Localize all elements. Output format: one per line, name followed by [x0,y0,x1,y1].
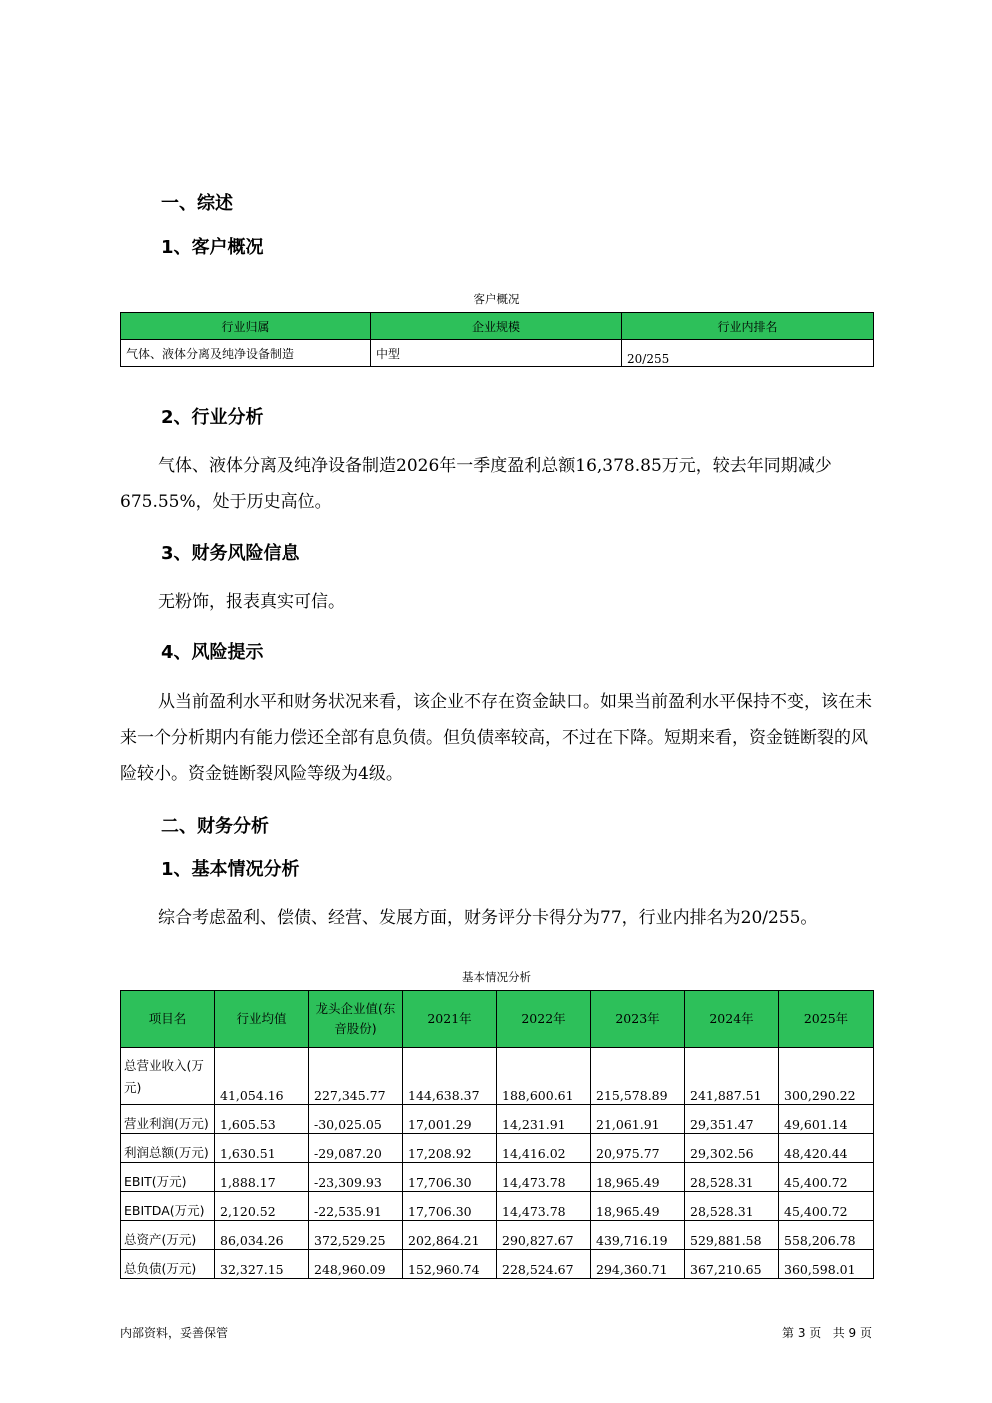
value-cell: 290,827.67 [497,1221,591,1250]
value-cell: 300,290.22 [779,1048,874,1105]
value-cell: 28,528.31 [685,1192,779,1221]
column-header: 行业归属 [121,313,371,340]
value-cell: 144,638.37 [403,1048,497,1105]
industry-analysis-paragraph: 气体、液体分离及纯净设备制造2026年一季度盈利总额16,378.85万元，较去年同期减少675.55%，处于历史高位。 [120,456,832,512]
subheading-financial-risk-info: 3、财务风险信息 [161,543,300,564]
value-cell: 1,888.17 [215,1163,309,1192]
value-cell: 241,887.51 [685,1048,779,1105]
row-label-cell: 总营业收入(万元) [121,1048,215,1105]
value-cell: 17,001.29 [403,1105,497,1134]
value-cell: 558,206.78 [779,1221,874,1250]
column-header: 2022年 [497,991,591,1048]
column-header: 2023年 [591,991,685,1048]
value-cell: 28,528.31 [685,1163,779,1192]
subheading-basic-analysis: 1、基本情况分析 [161,859,300,880]
value-cell: -23,309.93 [309,1163,403,1192]
value-cell: 14,473.78 [497,1163,591,1192]
value-cell: 188,600.61 [497,1048,591,1105]
subheading-customer-overview: 1、客户概况 [161,237,264,258]
value-cell: 18,965.49 [591,1192,685,1221]
value-cell: 248,960.09 [309,1250,403,1279]
column-header: 项目名 [121,991,215,1048]
value-cell: 1,605.53 [215,1105,309,1134]
value-cell: 202,864.21 [403,1221,497,1250]
customer-overview-table [120,312,874,367]
financial-risk-paragraph: 无粉饰，报表真实可信。 [158,592,345,612]
value-cell: 360,598.01 [779,1250,874,1279]
value-cell: 227,345.77 [309,1048,403,1105]
value-cell: 2,120.52 [215,1192,309,1221]
basic-table-caption: 基本情况分析 [462,970,531,984]
value-cell: 14,473.78 [497,1192,591,1221]
company-size-cell: 中型 [371,340,622,367]
value-cell: 48,420.44 [779,1134,874,1163]
value-cell: 14,416.02 [497,1134,591,1163]
value-cell: 21,061.91 [591,1105,685,1134]
row-label-cell: EBITDA(万元) [121,1192,215,1221]
table-row [121,1192,874,1221]
value-cell: 439,716.19 [591,1221,685,1250]
value-cell: 372,529.25 [309,1221,403,1250]
section-heading-overview: 一、综述 [161,193,233,214]
risk-warning-paragraph: 从当前盈利水平和财务状况来看，该企业不存在资金缺口。如果当前盈利水平保持不变，该在未来一个分析期内有能力偿还全部有息负债。但负债率较高，不过在下降。短期来看，资金链断裂的风险较小。资金链断裂风险等级为4级。 [120,692,872,784]
value-cell: 20,975.77 [591,1134,685,1163]
value-cell: 17,706.30 [403,1192,497,1221]
industry-rank-cell: 20/255 [622,340,874,367]
row-label-cell: 营业利润(万元) [121,1105,215,1134]
value-cell: 17,208.92 [403,1134,497,1163]
subheading-risk-warning: 4、风险提示 [161,642,264,663]
value-cell: 14,231.91 [497,1105,591,1134]
value-cell: 228,524.67 [497,1250,591,1279]
value-cell: 29,302.56 [685,1134,779,1163]
row-label-cell: 利润总额(万元) [121,1134,215,1163]
table-row [121,1134,874,1163]
table-row [121,1105,874,1134]
value-cell: 367,210.65 [685,1250,779,1279]
column-header: 2021年 [403,991,497,1048]
value-cell: 45,400.72 [779,1163,874,1192]
value-cell: 529,881.58 [685,1221,779,1250]
column-header: 2024年 [685,991,779,1048]
industry-cell: 气体、液体分离及纯净设备制造 [121,340,371,367]
row-label-cell: 总负债(万元) [121,1250,215,1279]
value-cell: 215,578.89 [591,1048,685,1105]
table-row [121,1221,874,1250]
overview-table-caption: 客户概况 [473,292,520,306]
value-cell: 152,960.74 [403,1250,497,1279]
value-cell: 49,601.14 [779,1105,874,1134]
column-header: 行业均值 [215,991,309,1048]
column-header: 企业规模 [371,313,622,340]
value-cell: -30,025.05 [309,1105,403,1134]
value-cell: 41,054.16 [215,1048,309,1105]
row-label-cell: EBIT(万元) [121,1163,215,1192]
column-header: 行业内排名 [622,313,874,340]
footer-page-number: 第 3 页 共 9 页 [782,1326,872,1340]
value-cell: 294,360.71 [591,1250,685,1279]
value-cell: 29,351.47 [685,1105,779,1134]
value-cell: 45,400.72 [779,1192,874,1221]
table-header-row [121,313,874,340]
basic-analysis-table [120,990,874,1279]
basic-analysis-paragraph: 综合考虑盈利、偿债、经营、发展方面，财务评分卡得分为77，行业内排名为20/255。 [158,908,818,928]
value-cell: 32,327.15 [215,1250,309,1279]
value-cell: 86,034.26 [215,1221,309,1250]
footer-confidential-note: 内部资料，妥善保管 [120,1326,229,1340]
value-cell: 17,706.30 [403,1163,497,1192]
row-label-cell: 总资产(万元) [121,1221,215,1250]
table-row [121,1163,874,1192]
table-row [121,1048,874,1105]
value-cell: -29,087.20 [309,1134,403,1163]
subheading-industry-analysis: 2、行业分析 [161,407,264,428]
section-heading-financial-analysis: 二、财务分析 [161,816,269,837]
value-cell: 18,965.49 [591,1163,685,1192]
column-header: 龙头企业值(东音股份) [309,991,403,1048]
table-header-row [121,991,874,1048]
value-cell: -22,535.91 [309,1192,403,1221]
table-row [121,340,874,367]
column-header: 2025年 [779,991,874,1048]
table-row [121,1250,874,1279]
value-cell: 1,630.51 [215,1134,309,1163]
